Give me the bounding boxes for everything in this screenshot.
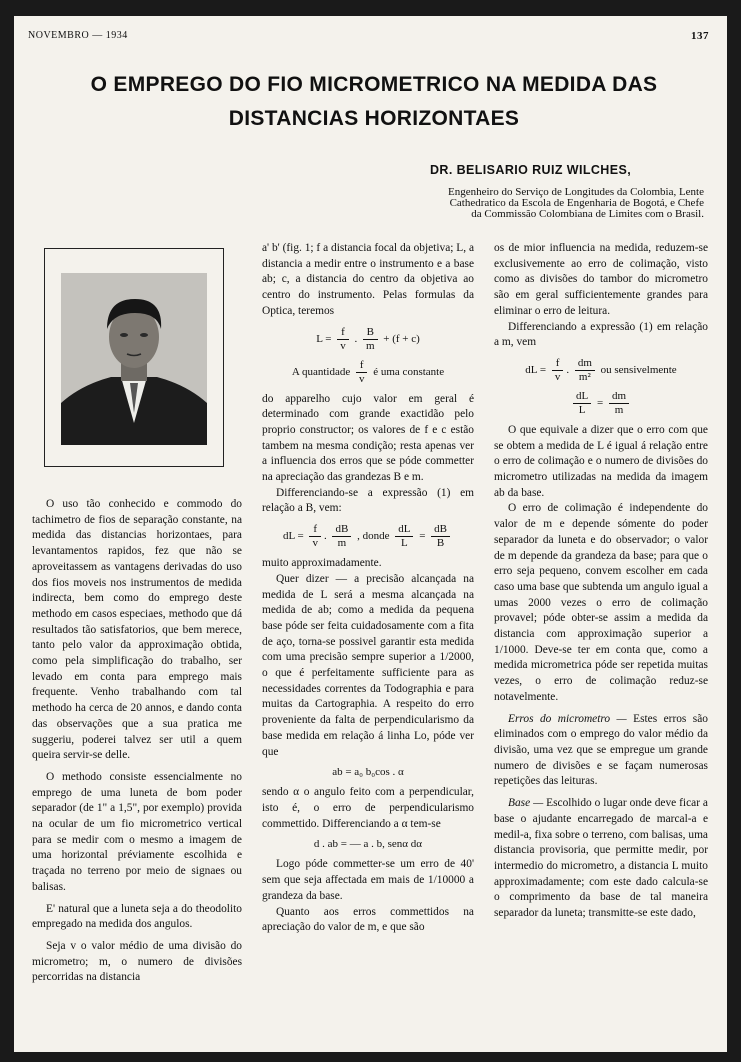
author-name: DR. BELISARIO RUIZ WILCHES, (430, 163, 632, 177)
author-portrait-photo (61, 273, 207, 445)
paragraph: Logo póde commetter-se um erro de 40' sem que seja affectada em mais de 1/10000 a grandeza da base. (262, 858, 474, 902)
paragraph: Differenciando a expressão (1) em relação a m, vem (494, 320, 708, 349)
equation-5: dL = $\frac{f}{v}$ . $\frac{dm}{\text{m²}}$ ou sensivelmente (525, 356, 677, 383)
portrait-illustration (61, 273, 207, 445)
author-affiliation (364, 187, 704, 220)
paragraph: sendo α o angulo feito com a perpendicular, isto é, o erro de perpendicularismo commettido. Differenciando a α tem-se (262, 786, 474, 830)
paragraph: O uso tão conhecido e commodo do tachimetro de fios de separação constante, na medida das distancias horizontaes, para levantamentos rapidos, fez que não se aproveitassem as vantagens derivadas do uso dos fios moveis nos instrumentos de medida indirecta, bem como do emprego deste methodo em casos especiaes, methodo que dá resultados tão satisfatorios, que bem merece, tanto pelo valor da approximação obtida, como pela simplificação do trabalho, ser levado em conta para emprego mais frequente. Venho trabalhando com tal methodo ha cerca de 20 annos, e dando conta das observações que a sua pratica me suggeriu, poderei talvez ser util a quem queira servir-se delle. (32, 498, 242, 762)
paragraph: O que equivale a dizer que o erro com que se obtem a medida de L é igual á relação entre o erro de colimação e o numero de divisões do micrometro utilizadas na medida da imagem ab da base. (494, 423, 708, 499)
document-page (14, 16, 727, 1052)
title-line-2: DISTANCIAS HORIZONTAES (228, 107, 520, 130)
paragraph: Differenciando-se a expressão (1) em relação a B, vem: (262, 486, 474, 515)
paragraph: O methodo consiste essencialmente no emprego de uma luneta de bom poder separador (de 1" a 1,5", por exemplo) provida na ocular de um fio micrometrico vertical para se medir com o mesmo a imagem de uma horizontal préviamente escolhida e traçada no terreno por meio de signaes ou balisas. (32, 770, 242, 893)
paragraph: a' b' (fig. 1; f a distancia focal da objetiva; L, a distancia a medir entre o instrumento e a base ab; c, a distancia do centro da objetiva ao centro do instrumento. Pelas formulas da Optica, teremos (262, 242, 474, 317)
equation-2: dL = $\frac{f}{v}$ . $\frac{dB}{m}$ , donde $\frac{dL}{L}$ = $\frac{dB}{B}$ (262, 523, 474, 550)
section-heading: Base — (508, 797, 544, 810)
paragraph: Seja v o valor médio de uma divisão do micrometro; m, o numero de divisões percorridas na distancia (32, 939, 242, 984)
equation-6: $\frac{dL}{L}$ = $\frac{dm}{m}$ (494, 390, 708, 417)
equation-4: d . ab = — a . b, senα dα (313, 838, 423, 851)
equation-3: ab = a₀ b₀cos . α (332, 766, 404, 779)
paragraph: E' natural que a luneta seja a do theodolito empregado na medida dos angulos. (32, 902, 242, 931)
affiliation-line: Cathedratico da Escola de Engenharia de Bogotá, e Chefe (449, 197, 704, 209)
text-column-1 (32, 497, 242, 986)
title-line-1: O EMPREGO DO FIO MICROMETRICO NA MEDIDA DAS (90, 73, 658, 96)
affiliation-line: da Commissão Colombiana de Limites com o Brasil. (471, 208, 704, 220)
portrait-frame (44, 248, 224, 467)
text-column-2 (262, 241, 474, 936)
paragraph: Erros do micrometro — Estes erros são eliminados com o emprego do valor médio da divisão, uma vez que se empregue um grande numero de divisões e se façam numerosas repetições das leituras. (494, 712, 708, 788)
text-column-3 (494, 241, 708, 922)
paragraph: Quer dizer — a precisão alcançada na medida de L será a mesma alcançada na medida de ab; como a medida da pequena base póde ser feita cuidadosamente com a fita de aço, torna-se possivel garantir esta medida com uma precisão sempre superior a 1/2000, o que é perfeitamente sufficiente para as necessidades correntes da Todographia e para muitas da Cartographia. A respeito do erro proveniente da falta de perpendicularismo da base medida em relação á linha Lo, póde ver que (262, 572, 474, 758)
article-title (24, 68, 724, 136)
equation-1: L = $\frac{f}{v}$ . $\frac{B}{m}$ + (f + c) (316, 325, 420, 352)
section-heading: Erros do micrometro — (508, 712, 627, 725)
page-number: 137 (691, 30, 709, 42)
paragraph: do apparelho cujo valor em geral é determinado com grande exactidão pelo proprio constructor; os valores de f e c estão tambem na mesma condição; resta apenas ver a influencia dos erros que se póde commetter na apreciação das grandezas B e m. (262, 392, 474, 484)
paragraph: muito approximadamente. (262, 557, 382, 570)
paragraph: O erro de colimação é independente do valor de m e depende sómente do poder separador da luneta e do observador; o valor de m depende da grandeza da base; para que o erro seja pequeno, convem escolher em cada caso uma base que subtenda um angulo igual a umas 2000 vezes o erro de colimação provavel; póde obter-se assim a medida da distancia com approximação superior a 1/1000. Deve-se ter em conta que, como a medida micrometrica póde ser repetida muitas vezes, o erro de colimação reduz-se notavelmente. (494, 502, 708, 703)
paragraph: Base — Escolhido o lugar onde deve ficar a base o ajudante encarregado de marcal-a e medil-a, fixa sobre o terreno, com balisas, uma distancia provisoria, que permitte medir, por intermedio do micrometro, a distancia L muito approximadamente; com este dado calcula-se o comprimento da base de tal maneira separador da luneta; transmitte-se este dado, (494, 797, 708, 920)
paragraph: os de mior influencia na medida, reduzem-se exclusivemente ao erro de colimação, visto como as divisões do tambor do micrometro são em geral sufficientemente grandes para eliminar o erro de leitura. (494, 242, 708, 317)
constant-sentence: A quantidade $\frac{f}{v}$ é uma constante (291, 358, 445, 385)
header-issue-date: NOVEMBRO — 1934 (28, 30, 128, 41)
paragraph: Quanto aos erros commettidos na apreciação do valor de m, e que são (262, 905, 474, 934)
affiliation-line: Engenheiro do Serviço de Longitudes da Colombia, Lente (448, 186, 704, 198)
